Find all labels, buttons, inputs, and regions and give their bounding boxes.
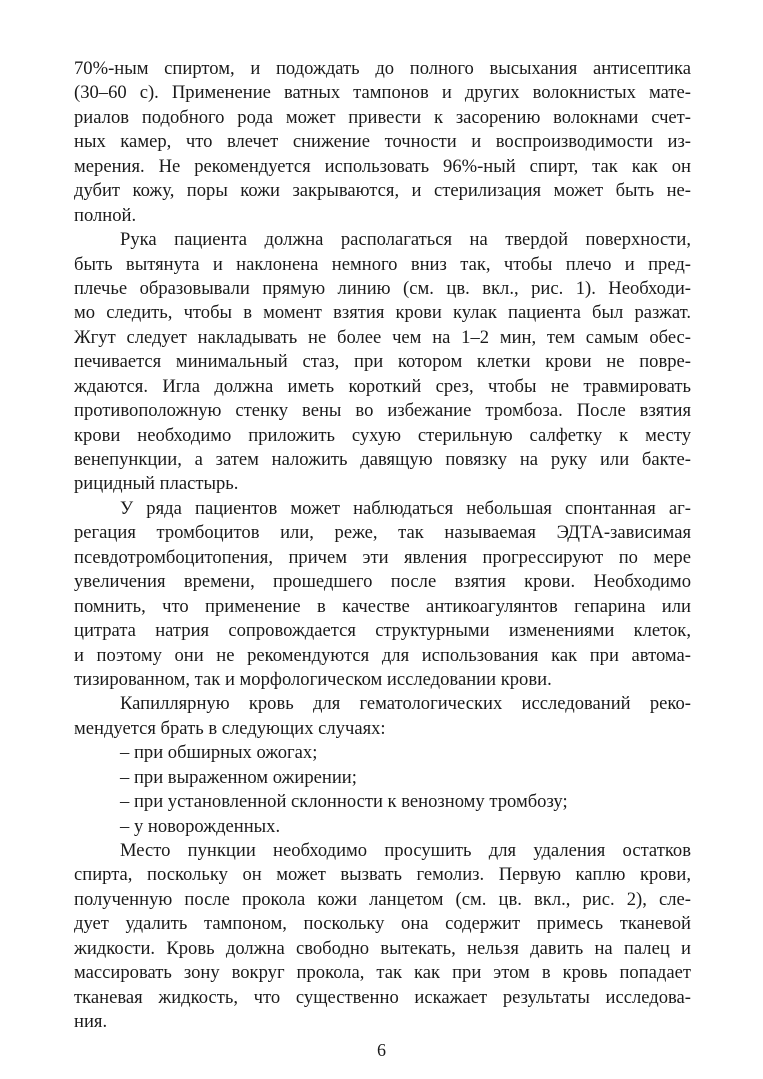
text-line: спирта, поскольку он может вызвать гемолиз. Первую каплю крови, bbox=[74, 864, 691, 886]
page-number: 6 bbox=[377, 1040, 386, 1060]
text-line: массировать зону вокруг прокола, так как при этом в кровь попадает bbox=[74, 962, 691, 984]
text-line: – при выраженном ожирении; bbox=[120, 766, 357, 788]
text-line: – при установленной склонности к венозному тромбозу; bbox=[120, 791, 568, 813]
text-line: венепункции, а затем наложить давящую повязку на руку или бакте- bbox=[74, 449, 691, 470]
text-line: помнить, что применение в качестве антикоагулянтов гепарина или bbox=[74, 595, 691, 617]
text-line: цитрата натрия сопровождается структурными изменениями клеток, bbox=[74, 620, 691, 642]
text-line: рицидный пластырь. bbox=[74, 473, 239, 495]
text-line: 70%-ным спиртом, и подождать до полного высыхания антисептика bbox=[74, 58, 691, 79]
text-line: псевдотромбоцитопения, причем эти явления прогрессируют по мере bbox=[74, 546, 691, 568]
text-line: ждаются. Игла должна иметь короткий срез, чтобы не травмировать bbox=[74, 375, 691, 397]
text-line: дует удалить тампоном, поскольку она содержит примесь тканевой bbox=[74, 913, 691, 935]
text-line: Жгут следует накладывать не более чем на 1–2 мин, тем самым обес- bbox=[74, 326, 691, 348]
text-line: Рука пациента должна располагаться на твердой поверхности, bbox=[120, 229, 691, 251]
text-line: крови необходимо приложить сухую стерильную салфетку к месту bbox=[74, 424, 691, 446]
text-line: Место пункции необходимо просушить для удаления остатков bbox=[120, 840, 691, 861]
text-line: риалов подобного рода может привести к засорению волокнами счет- bbox=[74, 106, 691, 128]
text-line: противоположную стенку вены во избежание тромбоза. После взятия bbox=[74, 400, 691, 422]
text-line: тизированном, так и морфологическом исследовании крови. bbox=[74, 668, 552, 690]
text-line: дубит кожу, поры кожи закрываются, и стерилизация может быть не- bbox=[74, 180, 691, 202]
text-line: жидкости. Кровь должна свободно вытекать, нельзя давить на палец и bbox=[74, 937, 691, 959]
text-line: мо следить, чтобы в момент взятия крови кулак пациента был разжат. bbox=[74, 302, 691, 324]
text-line: ных камер, что влечет снижение точности и воспроизводимости из- bbox=[74, 131, 691, 153]
text-line: увеличения времени, прошедшего после взятия крови. Необходимо bbox=[74, 571, 691, 593]
page-body bbox=[74, 57, 691, 1035]
text-line: и поэтому они не рекомендуются для использования как при автома- bbox=[74, 644, 691, 666]
text-line: мендуется брать в следующих случаях: bbox=[74, 717, 386, 739]
text-line: полной. bbox=[74, 204, 137, 226]
text-line: тканевая жидкость, что существенно искажает результаты исследова- bbox=[74, 986, 691, 1008]
text-line: У ряда пациентов может наблюдаться небольшая спонтанная аг- bbox=[120, 497, 691, 519]
text-line: – при обширных ожогах; bbox=[120, 742, 318, 764]
text-line: регация тромбоцитов или, реже, так называемая ЭДТА-зависимая bbox=[74, 522, 691, 544]
text-line: полученную после прокола кожи ланцетом (см. цв. вкл., рис. 2), сле- bbox=[74, 888, 691, 910]
text-line: быть вытянута и наклонена немного вниз так, чтобы плечо и пред- bbox=[74, 253, 691, 275]
text-line: печивается минимальный стаз, при котором клетки крови не повре- bbox=[74, 351, 691, 373]
text-line: ния. bbox=[74, 1011, 108, 1033]
text-line: мерения. Не рекомендуется использовать 96%-ный спирт, так как он bbox=[74, 155, 691, 177]
text-line: Капиллярную кровь для гематологических исследований реко- bbox=[120, 693, 691, 715]
text-line: (30–60 с). Применение ватных тампонов и других волокнистых мате- bbox=[74, 82, 691, 104]
text-line: плечье образовывали прямую линию (см. цв. вкл., рис. 1). Необходи- bbox=[74, 277, 691, 299]
text-line: – у новорожденных. bbox=[120, 815, 281, 837]
